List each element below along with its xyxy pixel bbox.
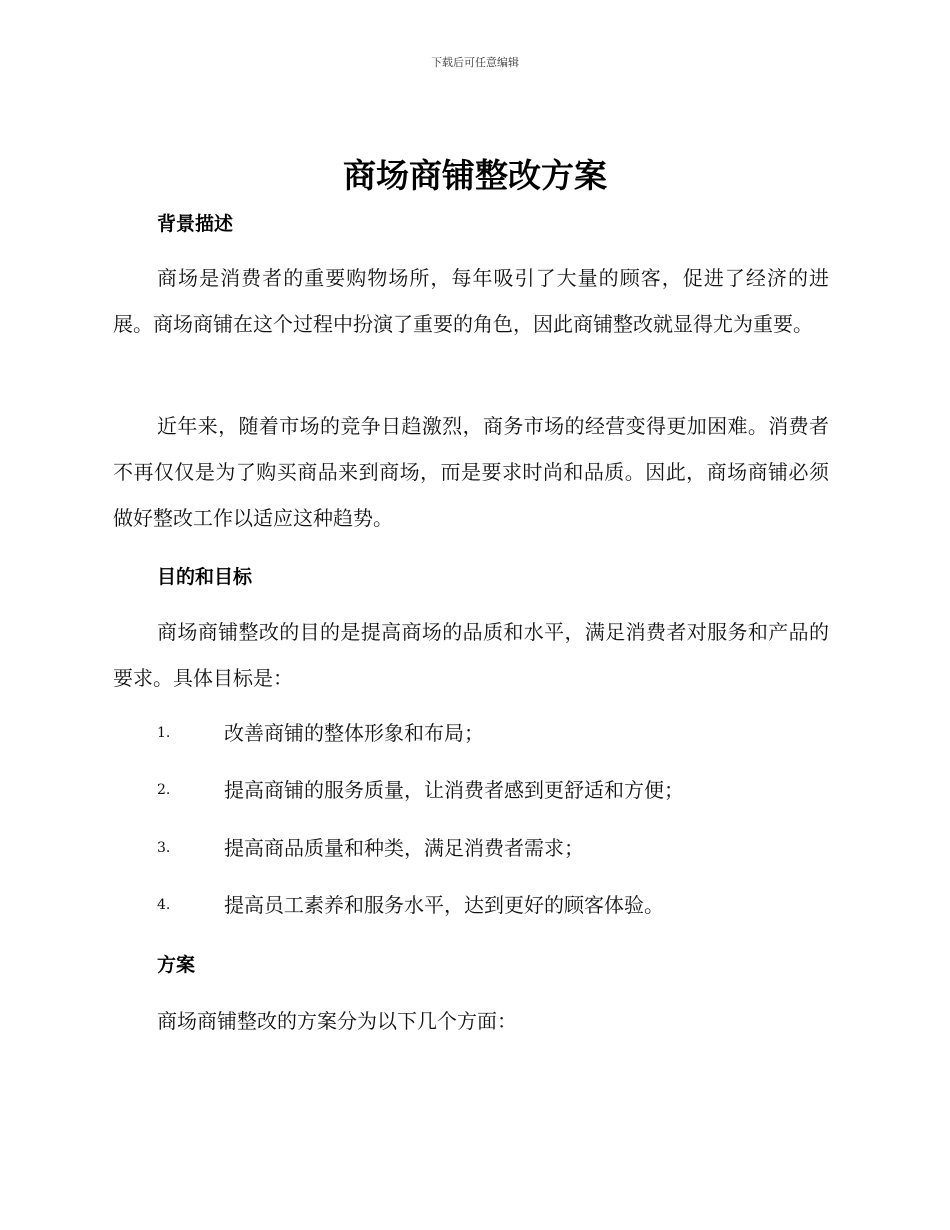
list-item — [157, 718, 829, 748]
list-item-text: 提高商铺的服务质量，让消费者感到更舒适和方便； — [224, 778, 684, 802]
section-heading-plan: 方案 — [157, 954, 196, 976]
list-item-text: 提高员工素养和服务水平，达到更好的顾客体验。 — [224, 893, 664, 917]
list-item-text: 改善商铺的整体形象和布局； — [224, 721, 484, 745]
list-item-number: 2. — [157, 782, 171, 798]
background-paragraph-2: 近年来，随着市场的竞争日趋激烈，商务市场的经营变得更加困难。消费者不再仅仅是为了购买商品来到商场，而是要求时尚和品质。因此，商场商铺必须做好整改工作以适应这种趋势。 — [113, 414, 829, 530]
header-note: 下载后可任意编辑 — [431, 56, 519, 69]
list-item — [157, 890, 829, 920]
plan-paragraph: 商场商铺整改的方案分为以下几个方面： — [157, 1009, 517, 1033]
list-item-text: 提高商品质量和种类，满足消费者需求； — [224, 836, 584, 860]
list-item-number: 4. — [157, 897, 171, 913]
goals-paragraph: 商场商铺整改的目的是提高商场的品质和水平，满足消费者对服务和产品的要求。具体目标是： — [113, 620, 829, 690]
document-title: 商场商铺整改方案 — [343, 156, 607, 195]
background-paragraph-1: 商场是消费者的重要购物场所，每年吸引了大量的顾客，促进了经济的进展。商场商铺在这个过程中扮演了重要的角色，因此商铺整改就显得尤为重要。 — [113, 266, 829, 336]
list-item — [157, 833, 829, 863]
list-item-number: 3. — [157, 840, 171, 856]
list-item-number: 1. — [157, 725, 171, 741]
section-heading-background: 背景描述 — [157, 213, 234, 235]
section-heading-goals: 目的和目标 — [157, 566, 253, 588]
list-item — [157, 775, 829, 805]
